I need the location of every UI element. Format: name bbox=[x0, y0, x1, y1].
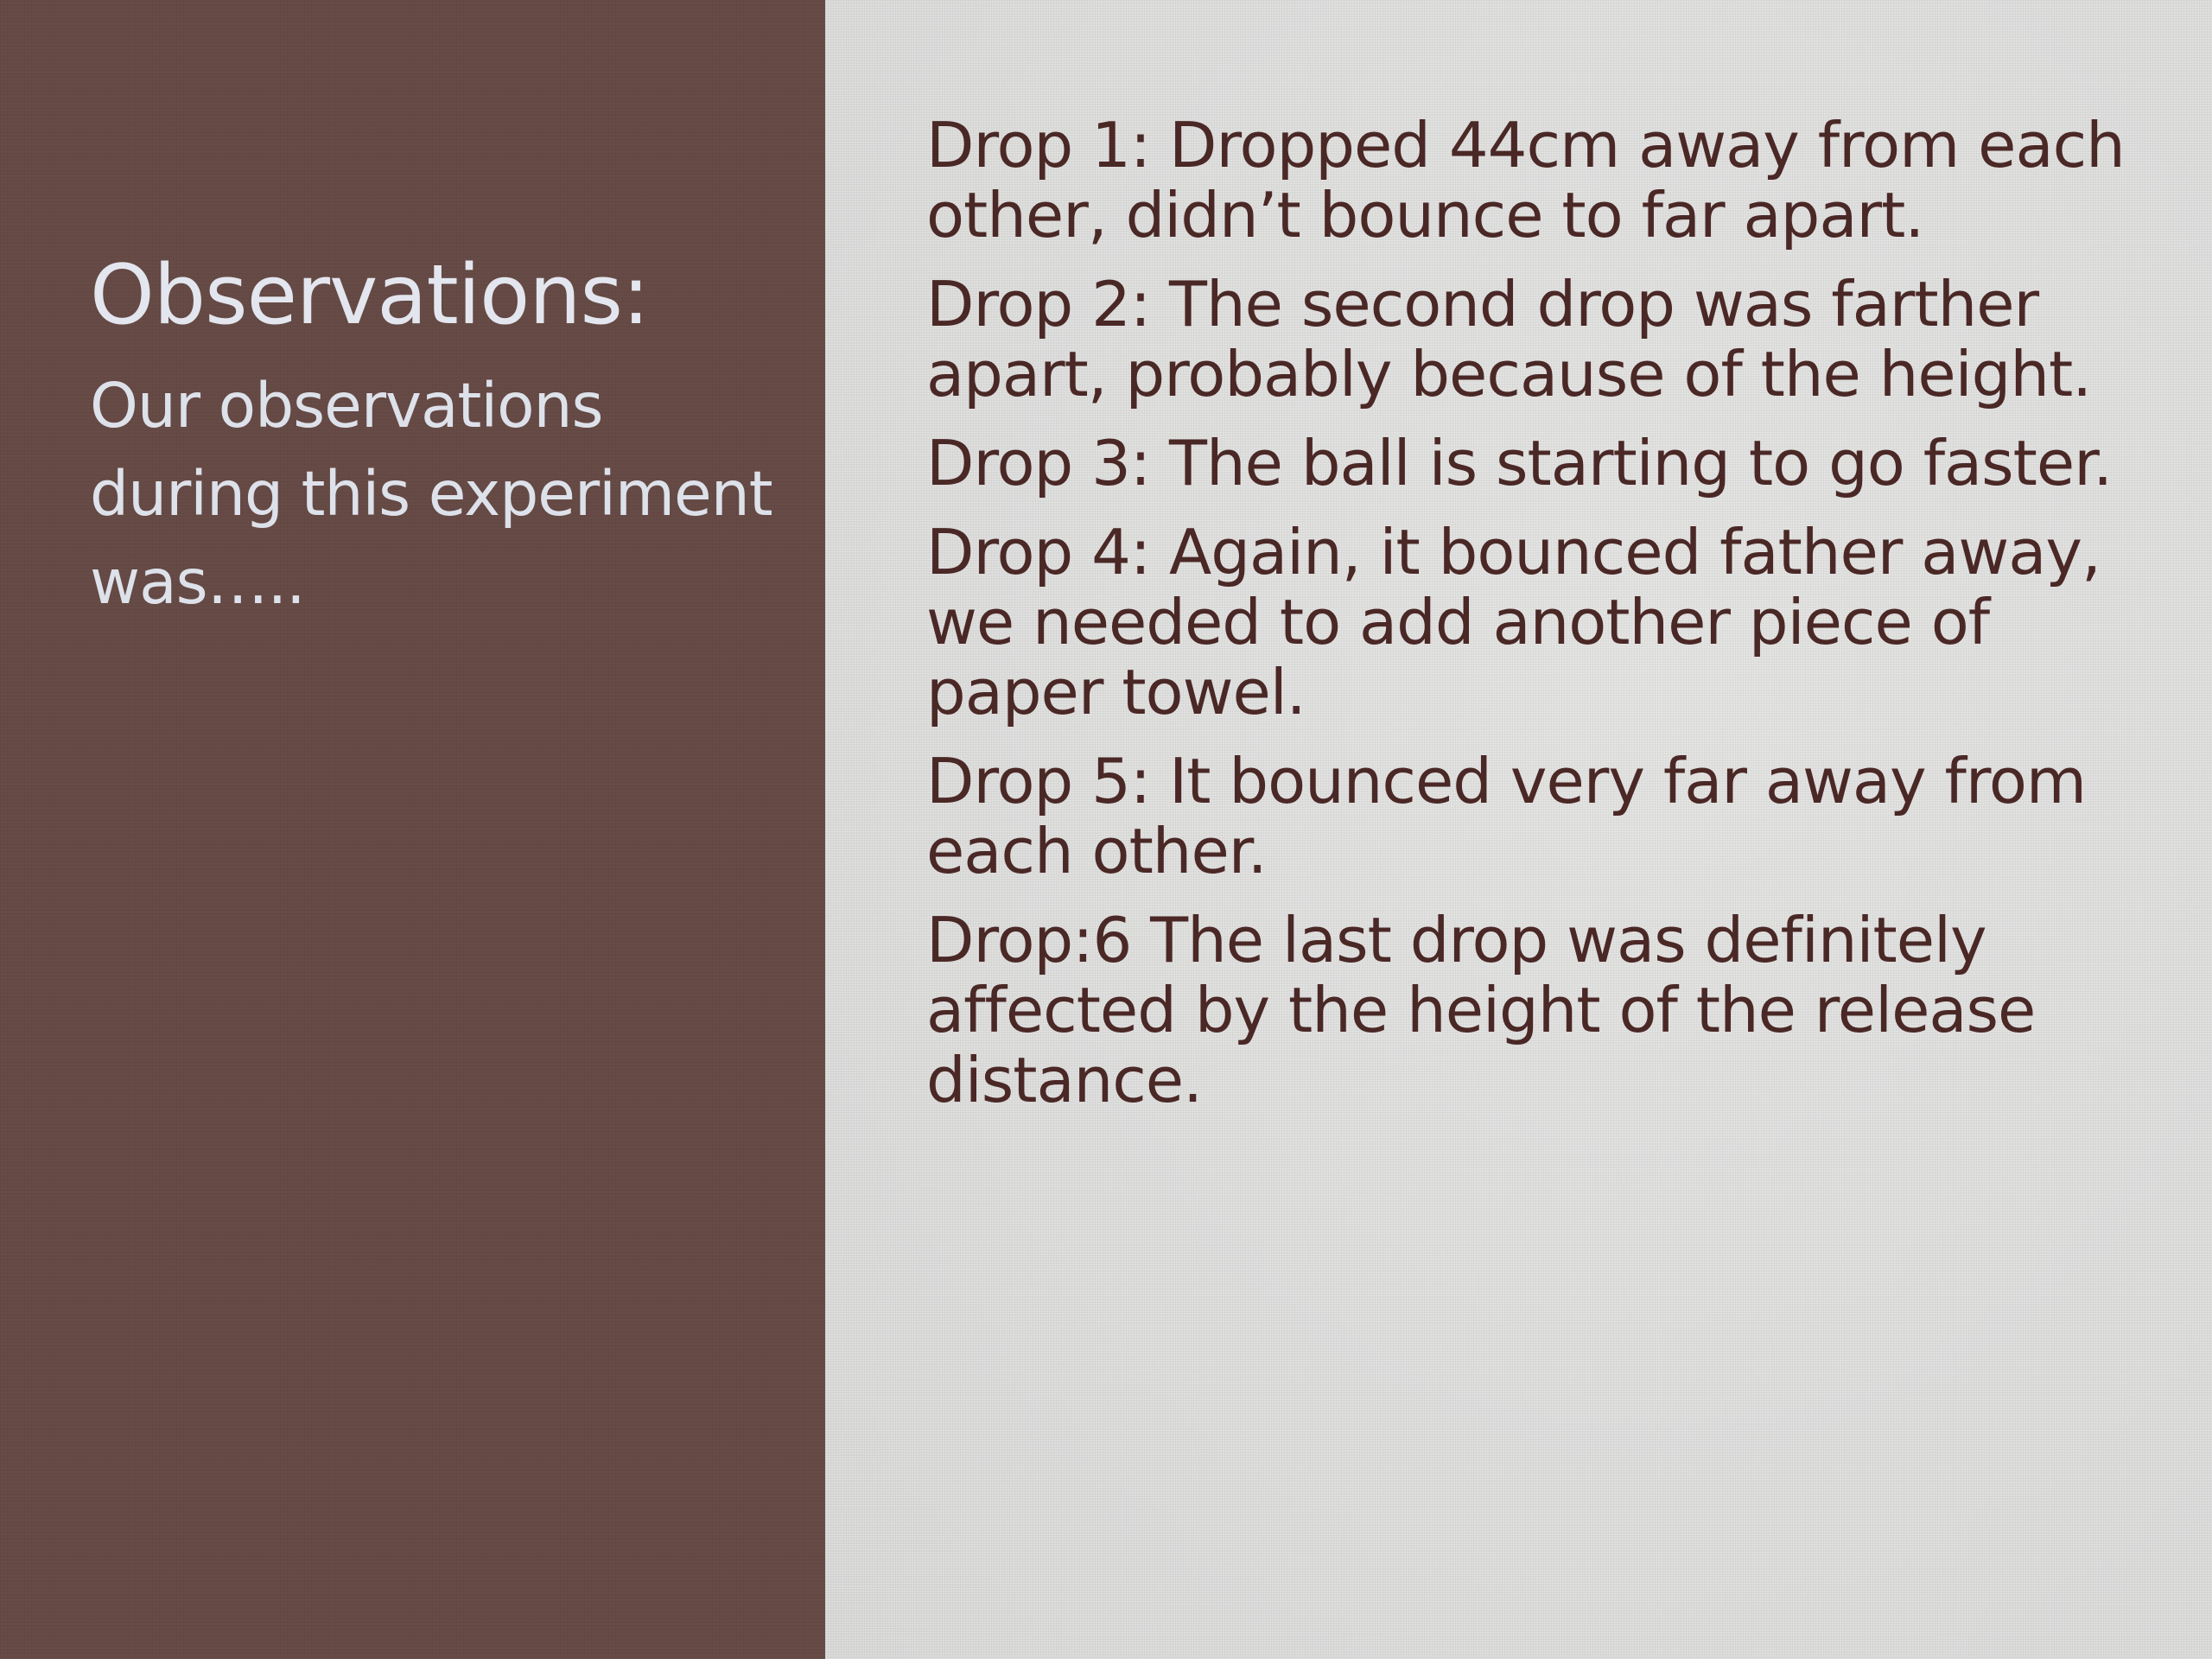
observation-drop-6: Drop:6 The last drop was definitely affected by the height of the release distance. bbox=[926, 904, 2036, 1116]
slide-title: Observations: bbox=[90, 248, 649, 343]
observation-drop-4: Drop 4: Again, it bounced father away, we needed to add another piece of paper towel. bbox=[926, 516, 2101, 728]
observation-drop-1: Drop 1: Dropped 44cm away from each other, didn’t bounce to far apart. bbox=[926, 109, 2125, 251]
title-panel bbox=[0, 0, 825, 1659]
slide-subtitle: Our observations during this experiment was….. bbox=[90, 369, 772, 618]
observation-drop-5: Drop 5: It bounced very far away from each other. bbox=[926, 745, 2087, 887]
observations-list bbox=[926, 111, 2160, 1116]
observation-drop-3: Drop 3: The ball is starting to go faster. bbox=[926, 427, 2113, 499]
content-panel bbox=[825, 0, 2212, 1659]
observation-drop-2: Drop 2: The second drop was farther apart, probably because of the height. bbox=[926, 268, 2092, 410]
